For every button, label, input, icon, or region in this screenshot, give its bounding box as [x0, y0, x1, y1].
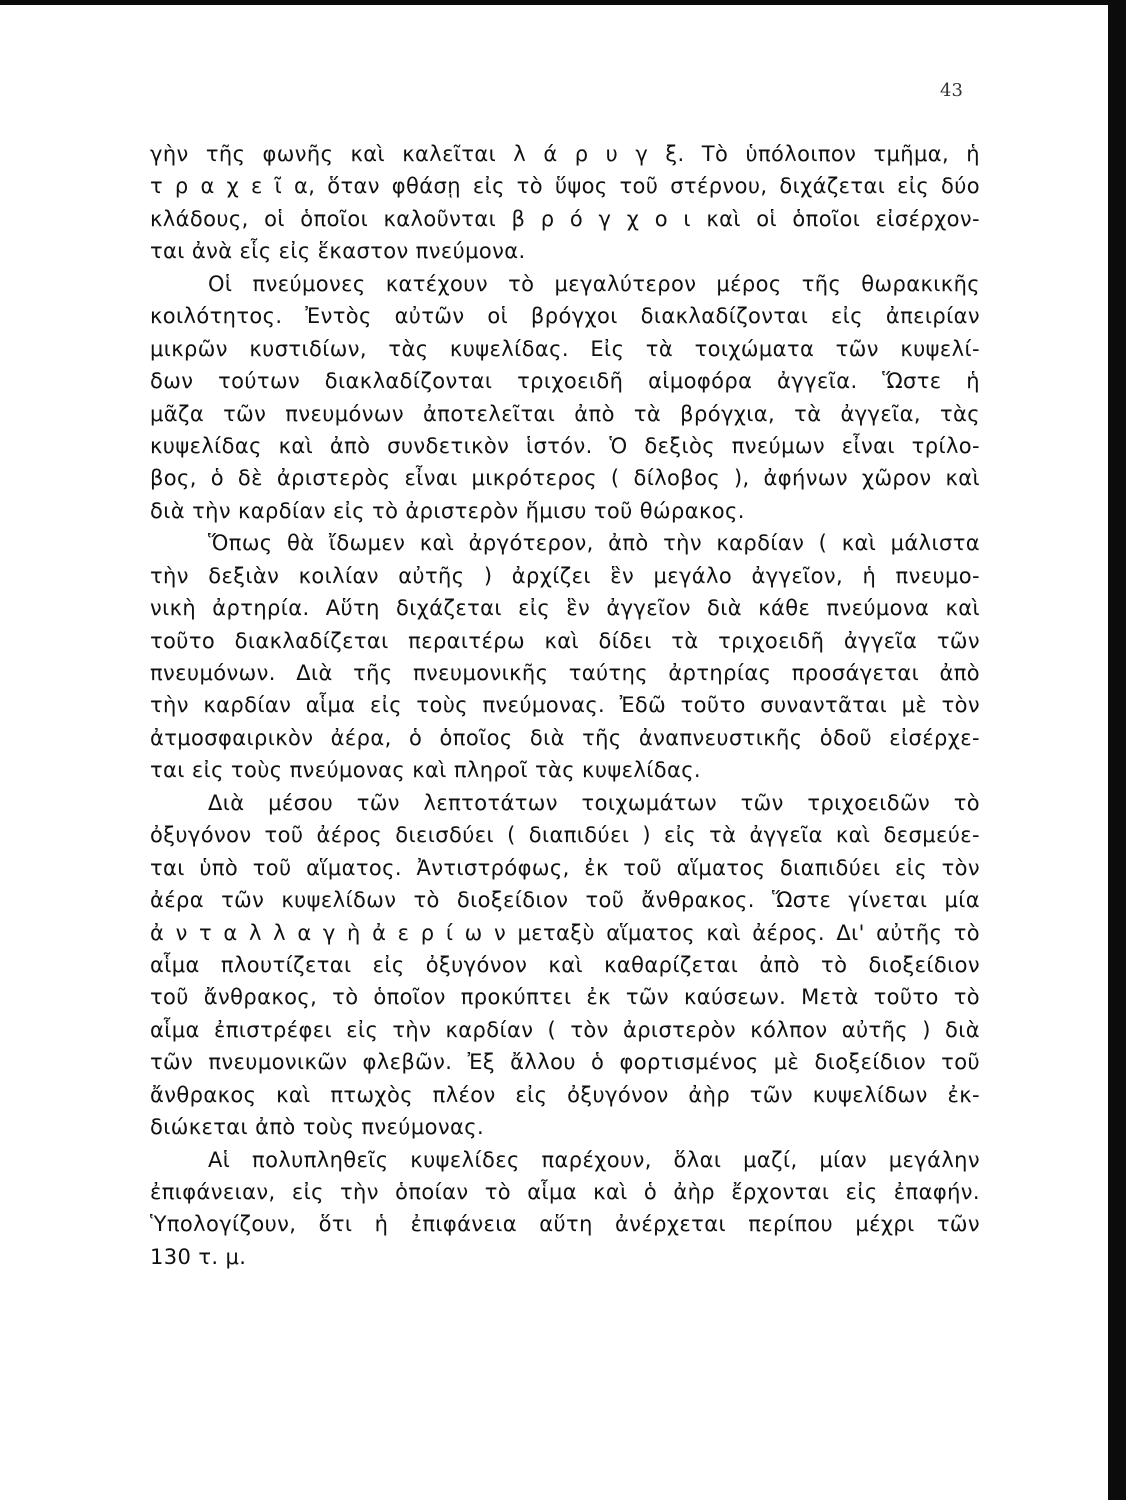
text-line: μᾶζα τῶν πνευμόνων ἀποτελεῖται ἀπὸ τὰ βρόγχια, τὰ ἀγγεῖα, τὰς — [150, 401, 980, 426]
text-line: ἀέρα τῶν κυψελίδων τὸ διοξείδιον τοῦ ἄνθρακος. Ὥστε γίνεται μία — [150, 888, 980, 913]
scan-border-right — [1108, 0, 1126, 1500]
text-line: ται ὑπὸ τοῦ αἵματος. Ἀντιστρόφως, ἐκ τοῦ αἵματος διαπιδύει εἰς τὸν — [150, 855, 980, 880]
text-line: αἷμα ἐπιστρέφει εἰς τὴν καρδίαν ( τὸν ἀριστερὸν κόλπον αὐτῆς ) διὰ — [150, 1017, 980, 1042]
text-line: Οἱ πνεύμονες κατέχουν τὸ μεγαλύτερον μέρος τῆς θωρακικῆς — [208, 271, 980, 296]
page-number: 43 — [940, 80, 963, 101]
text-line: τὴν καρδίαν αἷμα εἰς τοὺς πνεύμονας. Ἐδῶ τοῦτο συναντᾶται μὲ τὸν — [150, 693, 980, 718]
text-line: τῶν πνευμονικῶν φλεβῶν. Ἐξ ἄλλου ὁ φορτισμένος μὲ διοξείδιον τοῦ — [150, 1050, 980, 1075]
text-line: ἄνθρακος καὶ πτωχὸς πλέον εἰς ὀξυγόνον ἀὴρ τῶν κυψελίδων ἐκ- — [150, 1082, 980, 1107]
text-line: κλάδους, οἱ ὁποῖοι καλοῦνται β ρ ό γ χ ο ι καὶ οἱ ὁποῖοι εἰσέρχον- — [150, 206, 980, 231]
text-line: Ὅπως θὰ ἴδωμεν καὶ ἀργότερον, ἀπὸ τὴν καρδίαν ( καὶ μάλιστα — [208, 531, 980, 556]
text-line: ἐπιφάνειαν, εἰς τὴν ὁποίαν τὸ αἷμα καὶ ὁ ἀὴρ ἔρχονται εἰς ἐπαφήν. — [150, 1180, 980, 1204]
text-line: Διὰ μέσου τῶν λεπτοτάτων τοιχωμάτων τῶν τριχοειδῶν τὸ — [208, 790, 980, 815]
text-line: κυψελίδας καὶ ἀπὸ συνδετικὸν ἱστόν. Ὁ δεξιὸς πνεύμων εἶναι τρίλο- — [150, 433, 980, 458]
text-line: διὰ τὴν καρδίαν εἰς τὸ ἀριστερὸν ἥμισυ τοῦ θώρακος. — [150, 498, 745, 523]
text-line: ἀτμοσφαιρικὸν ἀέρα, ὁ ὁποῖος διὰ τῆς ἀναπνευστικῆς ὁδοῦ εἰσέρχε- — [150, 725, 980, 750]
text-line: νικὴ ἀρτηρία. Αὕτη διχάζεται εἰς ἓν ἀγγεῖον διὰ κάθε πνεύμονα καὶ — [150, 596, 980, 621]
text-line: ται ἀνὰ εἷς εἰς ἕκαστον πνεύμονα. — [150, 239, 526, 264]
text-line: Ὑπολογίζουν, ὅτι ἡ ἐπιφάνεια αὕτη ἀνέρχεται περίπου μέχρι τῶν — [150, 1212, 980, 1237]
text-line: 130 τ. μ. — [150, 1244, 247, 1269]
scan-border-top — [0, 0, 1126, 5]
text-line: τὴν δεξιὰν κοιλίαν αὐτῆς ) ἀρχίζει ἓν μεγάλο ἀγγεῖον, ἡ πνευμο- — [150, 563, 980, 588]
text-line: βος, ὁ δὲ ἀριστερὸς εἶναι μικρότερος ( δίλοβος ), ἀφήνων χῶρον καὶ — [150, 466, 980, 491]
text-line: κοιλότητος. Ἐντὸς αὐτῶν οἱ βρόγχοι διακλαδίζονται εἰς ἀπειρίαν — [150, 304, 980, 329]
text-line: ὀξυγόνον τοῦ ἀέρος διεισδύει ( διαπιδύει ) εἰς τὰ ἀγγεῖα καὶ δεσμεύε- — [150, 823, 980, 848]
text-line: διώκεται ἀπὸ τοὺς πνεύμονας. — [150, 1115, 485, 1140]
text-line: τ ρ α χ ε ῖ α, ὅταν φθάσῃ εἰς τὸ ὕψος τοῦ στέρνου, διχάζεται εἰς δύο — [150, 174, 980, 199]
body-text — [150, 138, 980, 1273]
text-line: ἀ ν τ α λ λ α γ ὴ ἀ ε ρ ί ω ν μεταξὺ αἵματος καὶ ἀέρος. Δι' αὐτῆς τὸ — [150, 920, 980, 945]
text-line: αἷμα πλουτίζεται εἰς ὀξυγόνον καὶ καθαρίζεται ἀπὸ τὸ διοξείδιον — [150, 952, 980, 977]
text-line: μικρῶν κυστιδίων, τὰς κυψελίδας. Εἰς τὰ τοιχώματα τῶν κυψελί- — [150, 336, 980, 361]
text-line: Αἱ πολυπληθεῖς κυψελίδες παρέχουν, ὅλαι μαζί, μίαν μεγάλην — [208, 1147, 980, 1172]
text-line: γὴν τῆς φωνῆς καὶ καλεῖται λ ά ρ υ γ ξ. Τὸ ὑπόλοιπον τμῆμα, ἡ — [150, 142, 980, 166]
text-line: δων τούτων διακλαδίζονται τριχοειδῆ αἱμοφόρα ἀγγεῖα. Ὥστε ἡ — [150, 369, 980, 394]
text-line: ται εἰς τοὺς πνεύμονας καὶ πληροῖ τὰς κυψελίδας. — [150, 758, 702, 783]
text-line: πνευμόνων. Διὰ τῆς πνευμονικῆς ταύτης ἀρτηρίας προσάγεται ἀπὸ — [150, 661, 980, 685]
text-line: τοῦ ἄνθρακος, τὸ ὁποῖον προκύπτει ἐκ τῶν καύσεων. Μετὰ τοῦτο τὸ — [150, 985, 980, 1010]
text-line: τοῦτο διακλαδίζεται περαιτέρω καὶ δίδει τὰ τριχοειδῆ ἀγγεῖα τῶν — [150, 628, 980, 653]
